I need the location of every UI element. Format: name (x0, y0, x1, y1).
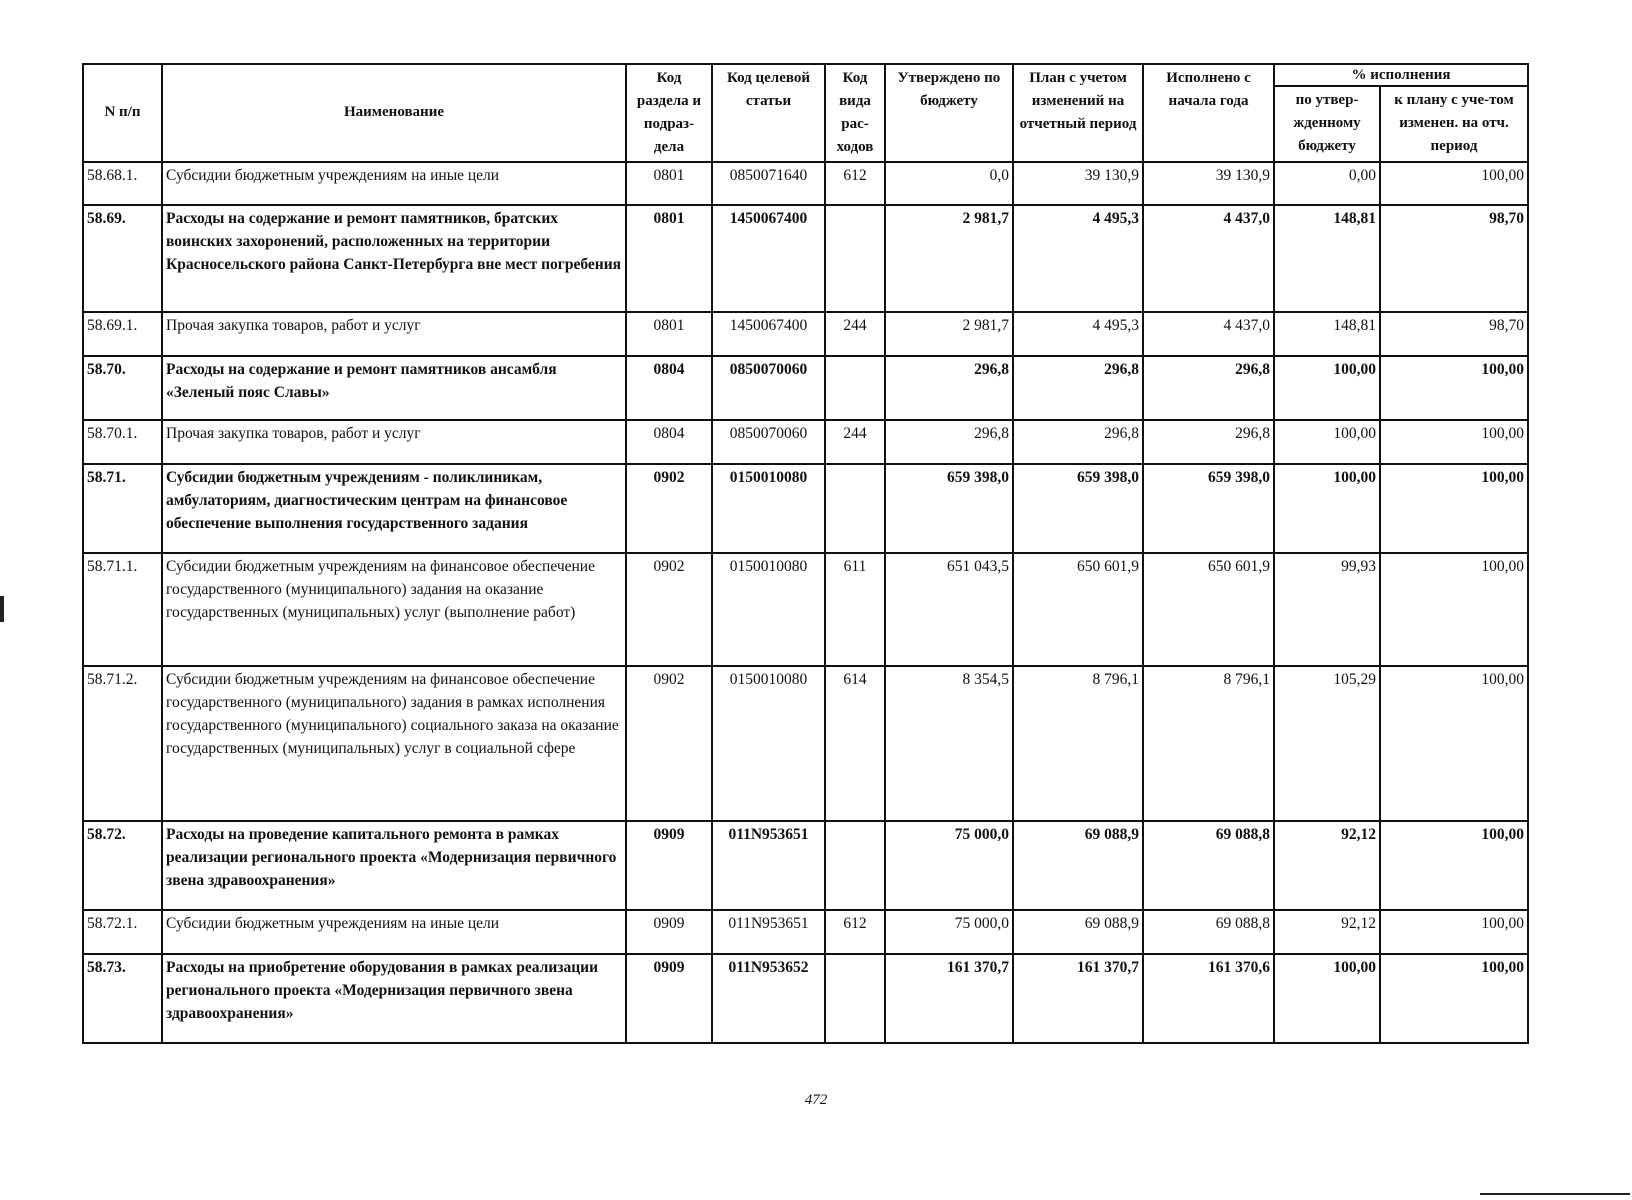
row-executed: 39 130,9 (1143, 162, 1274, 205)
table-row (83, 205, 1528, 312)
row-pct-budget: 0,00 (1274, 162, 1380, 205)
row-plan: 296,8 (1013, 420, 1143, 464)
header-target-code: Код целевой статьи (712, 64, 825, 162)
row-approved: 75 000,0 (885, 910, 1013, 954)
row-section-code: 0909 (626, 954, 712, 1043)
row-pct-budget: 148,81 (1274, 312, 1380, 356)
row-approved: 8 354,5 (885, 666, 1013, 821)
row-executed: 69 088,8 (1143, 910, 1274, 954)
row-plan: 39 130,9 (1013, 162, 1143, 205)
row-plan: 161 370,7 (1013, 954, 1143, 1043)
row-plan: 4 495,3 (1013, 312, 1143, 356)
row-target-code: 0850071640 (712, 162, 825, 205)
row-executed: 4 437,0 (1143, 312, 1274, 356)
row-target-code: 0150010080 (712, 666, 825, 821)
header-num: N п/п (83, 64, 162, 162)
row-number: 58.73. (83, 954, 162, 1043)
row-approved: 651 043,5 (885, 553, 1013, 666)
row-plan: 659 398,0 (1013, 464, 1143, 553)
row-target-code: 1450067400 (712, 205, 825, 312)
row-pct-budget: 105,29 (1274, 666, 1380, 821)
budget-execution-table (82, 63, 1529, 1044)
table-row (83, 666, 1528, 821)
row-pct-budget: 100,00 (1274, 356, 1380, 420)
table-row (83, 954, 1528, 1043)
row-expense-code: 612 (825, 162, 885, 205)
row-pct-budget: 92,12 (1274, 910, 1380, 954)
row-number: 58.71. (83, 464, 162, 553)
row-expense-code: 244 (825, 420, 885, 464)
scan-edge-mark (0, 596, 4, 622)
row-plan: 4 495,3 (1013, 205, 1143, 312)
row-name: Субсидии бюджетным учреждениям - поликлиникам, амбулаториям, диагностическим центрам на финансовое обеспечение выполнения государственного задания (162, 464, 626, 553)
row-target-code: 0150010080 (712, 464, 825, 553)
row-target-code: 011N953651 (712, 910, 825, 954)
row-plan: 296,8 (1013, 356, 1143, 420)
table-row (83, 464, 1528, 553)
row-name: Субсидии бюджетным учреждениям на иные цели (162, 910, 626, 954)
row-pct-plan: 100,00 (1380, 821, 1528, 910)
row-approved: 296,8 (885, 356, 1013, 420)
row-pct-plan: 100,00 (1380, 666, 1528, 821)
row-name: Субсидии бюджетным учреждениям на финансовое обеспечение государственного (муниципального) задания в рамках исполнения государственного (муниципального) социального заказа на оказание государственных (муниципальных) услуг в социальной сфере (162, 666, 626, 821)
row-section-code: 0902 (626, 553, 712, 666)
table-row (83, 312, 1528, 356)
header-section-code: Код раздела и подраз-дела (626, 64, 712, 162)
row-pct-plan: 100,00 (1380, 464, 1528, 553)
row-approved: 2 981,7 (885, 312, 1013, 356)
header-approved: Утверждено по бюджету (885, 64, 1013, 162)
row-pct-plan: 100,00 (1380, 356, 1528, 420)
row-section-code: 0909 (626, 821, 712, 910)
header-pct-plan: к плану с уче-том изменен. на отч. период (1380, 86, 1528, 162)
row-pct-budget: 99,93 (1274, 553, 1380, 666)
row-plan: 69 088,9 (1013, 910, 1143, 954)
row-pct-plan: 100,00 (1380, 910, 1528, 954)
row-expense-code: 612 (825, 910, 885, 954)
header-name: Наименование (162, 64, 626, 162)
row-name: Расходы на проведение капитального ремонта в рамках реализации регионального проекта «Модернизация первичного звена здравоохранения» (162, 821, 626, 910)
header-pct-budget: по утвер-жденному бюджету (1274, 86, 1380, 162)
row-executed: 650 601,9 (1143, 553, 1274, 666)
row-name: Субсидии бюджетным учреждениям на финансовое обеспечение государственного (муниципального) задания на оказание государственных (муниципальных) услуг (выполнение работ) (162, 553, 626, 666)
row-executed: 4 437,0 (1143, 205, 1274, 312)
header-executed: Исполнено с начала года (1143, 64, 1274, 162)
row-approved: 161 370,7 (885, 954, 1013, 1043)
row-approved: 75 000,0 (885, 821, 1013, 910)
row-plan: 8 796,1 (1013, 666, 1143, 821)
row-name: Расходы на приобретение оборудования в рамках реализации регионального проекта «Модернизация первичного звена здравоохранения» (162, 954, 626, 1043)
row-section-code: 0801 (626, 205, 712, 312)
row-section-code: 0804 (626, 420, 712, 464)
row-name: Субсидии бюджетным учреждениям на иные цели (162, 162, 626, 205)
row-expense-code (825, 205, 885, 312)
row-section-code: 0801 (626, 162, 712, 205)
row-executed: 296,8 (1143, 356, 1274, 420)
row-approved: 2 981,7 (885, 205, 1013, 312)
header-expense-code: Код вида рас-ходов (825, 64, 885, 162)
row-section-code: 0902 (626, 464, 712, 553)
row-target-code: 011N953651 (712, 821, 825, 910)
row-number: 58.70.1. (83, 420, 162, 464)
row-section-code: 0902 (626, 666, 712, 821)
row-pct-budget: 100,00 (1274, 420, 1380, 464)
table-row (83, 420, 1528, 464)
row-executed: 69 088,8 (1143, 821, 1274, 910)
row-number: 58.72.1. (83, 910, 162, 954)
row-name: Прочая закупка товаров, работ и услуг (162, 312, 626, 356)
row-pct-plan: 98,70 (1380, 312, 1528, 356)
row-name: Расходы на содержание и ремонт памятников ансамбля «Зеленый пояс Славы» (162, 356, 626, 420)
row-target-code: 0850070060 (712, 420, 825, 464)
table-row (83, 162, 1528, 205)
table-row (83, 910, 1528, 954)
row-number: 58.68.1. (83, 162, 162, 205)
row-target-code: 1450067400 (712, 312, 825, 356)
table-row (83, 553, 1528, 666)
table-body (83, 162, 1528, 1043)
row-pct-budget: 148,81 (1274, 205, 1380, 312)
row-expense-code: 244 (825, 312, 885, 356)
row-number: 58.69.1. (83, 312, 162, 356)
header-row (83, 64, 1528, 86)
row-expense-code (825, 821, 885, 910)
row-section-code: 0801 (626, 312, 712, 356)
row-number: 58.71.1. (83, 553, 162, 666)
row-name: Расходы на содержание и ремонт памятников, братских воинских захоронений, расположенных на территории Красносельского района Санкт-Петербурга вне мест погребения (162, 205, 626, 312)
row-pct-plan: 98,70 (1380, 205, 1528, 312)
row-executed: 659 398,0 (1143, 464, 1274, 553)
table-row (83, 821, 1528, 910)
row-expense-code (825, 954, 885, 1043)
header-percent-group: % исполнения (1274, 64, 1528, 86)
header-plan: План с учетом изменений на отчетный период (1013, 64, 1143, 162)
row-number: 58.69. (83, 205, 162, 312)
row-section-code: 0909 (626, 910, 712, 954)
row-approved: 0,0 (885, 162, 1013, 205)
row-number: 58.71.2. (83, 666, 162, 821)
row-expense-code (825, 464, 885, 553)
row-pct-plan: 100,00 (1380, 553, 1528, 666)
row-executed: 161 370,6 (1143, 954, 1274, 1043)
row-section-code: 0804 (626, 356, 712, 420)
row-approved: 296,8 (885, 420, 1013, 464)
row-expense-code (825, 356, 885, 420)
row-pct-budget: 100,00 (1274, 464, 1380, 553)
row-pct-plan: 100,00 (1380, 954, 1528, 1043)
row-expense-code: 611 (825, 553, 885, 666)
row-expense-code: 614 (825, 666, 885, 821)
row-target-code: 0150010080 (712, 553, 825, 666)
row-pct-plan: 100,00 (1380, 162, 1528, 205)
row-approved: 659 398,0 (885, 464, 1013, 553)
row-pct-budget: 92,12 (1274, 821, 1380, 910)
row-executed: 296,8 (1143, 420, 1274, 464)
row-pct-budget: 100,00 (1274, 954, 1380, 1043)
row-plan: 650 601,9 (1013, 553, 1143, 666)
row-plan: 69 088,9 (1013, 821, 1143, 910)
table-row (83, 356, 1528, 420)
row-name: Прочая закупка товаров, работ и услуг (162, 420, 626, 464)
row-executed: 8 796,1 (1143, 666, 1274, 821)
scan-edge-mark (1480, 1193, 1630, 1195)
row-number: 58.72. (83, 821, 162, 910)
row-target-code: 011N953652 (712, 954, 825, 1043)
row-number: 58.70. (83, 356, 162, 420)
row-pct-plan: 100,00 (1380, 420, 1528, 464)
page-number: 472 (804, 1092, 828, 1108)
row-target-code: 0850070060 (712, 356, 825, 420)
